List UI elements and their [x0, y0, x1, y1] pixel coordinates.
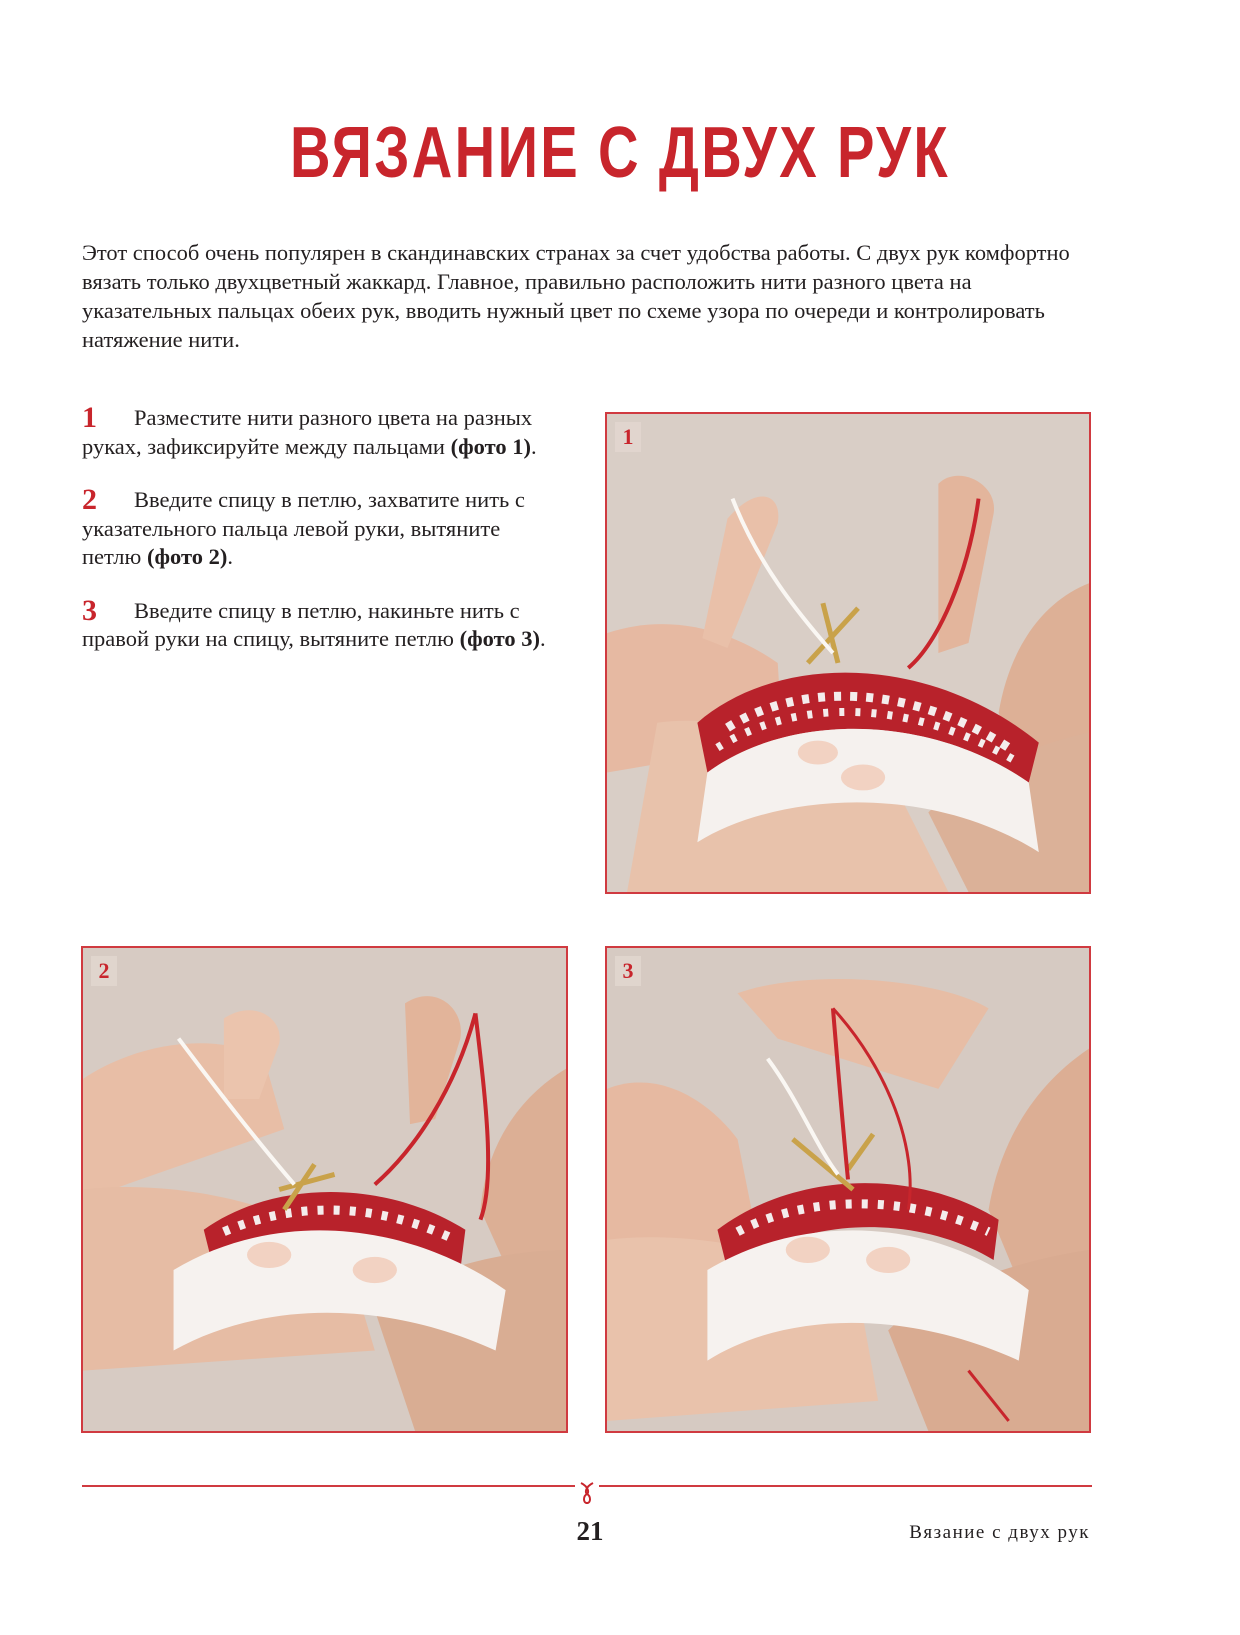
photo-reference: (фото 1) [450, 433, 531, 459]
knitting-photo-3 [605, 946, 1091, 1433]
step-number: 1 [82, 401, 97, 434]
photo-label: 3 [615, 956, 641, 986]
knot-ornament-icon [575, 1479, 599, 1507]
photo-label: 2 [91, 956, 117, 986]
knitting-hands-illustration [83, 948, 566, 1431]
photo-reference: (фото 2) [146, 544, 228, 569]
step-tail: . [227, 544, 233, 569]
step-number: 2 [82, 483, 97, 516]
photo-reference: (фото 3) [459, 626, 540, 651]
step-number: 3 [82, 593, 97, 627]
step-2 [82, 483, 562, 572]
knitting-photo-1 [605, 412, 1091, 894]
intro-paragraph: Этот способ очень популярен в скандинавских странах за счет удобства работы. С двух рук комфортно вязать только двухцветный жаккард. Главное, правильно расположить нити разного цвета на указательных пальцах обеих рук, вводить нужный цвет по схеме узора по очереди и контролировать натяжение нити. [82, 240, 1070, 352]
knitting-hands-illustration [607, 948, 1089, 1431]
page-number: 21 [576, 1516, 604, 1546]
steps-list [82, 401, 562, 679]
knitting-photo-2 [81, 946, 568, 1433]
page-title: ВЯЗАНИЕ С ДВУХ РУК [290, 113, 950, 193]
step-1 [82, 401, 562, 461]
step-tail: . [539, 626, 546, 651]
running-head: Вязание с двух рук [909, 1522, 1090, 1543]
photo-label: 1 [615, 422, 641, 452]
step-text: Введите спицу в петлю, захватите нить с указательного пальца левой руки, вытяните петлю [82, 487, 525, 569]
step-text: Введите спицу в петлю, накиньте нить с правой руки на спицу, вытяните петлю [82, 597, 520, 651]
step-3 [82, 593, 562, 654]
step-tail: . [531, 433, 537, 459]
knitting-hands-illustration [607, 414, 1089, 892]
step-text: Разместите нити разного цвета на разных руках, зафиксируйте между пальцами [82, 405, 533, 459]
